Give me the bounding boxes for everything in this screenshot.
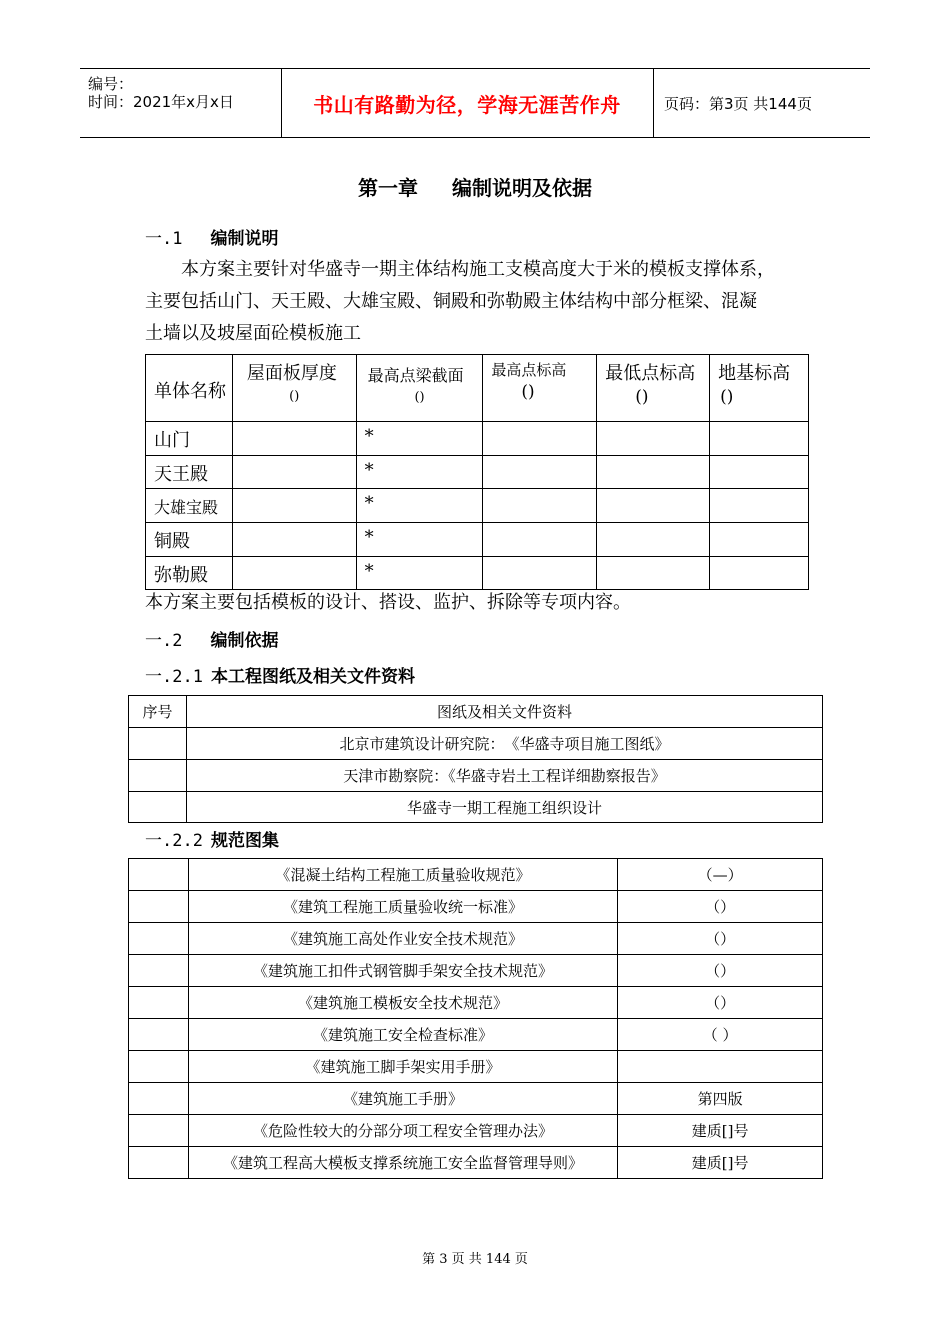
table-cell — [232, 422, 356, 456]
page-footer: 第 3 页 共 144 页 — [422, 1252, 528, 1267]
standard-title: 《建筑工程高大模板支撑系统施工安全监督管理导则》 — [188, 1147, 617, 1179]
standard-code: （—） — [618, 859, 823, 891]
intro-paragraph — [145, 254, 825, 350]
standard-title: 《建筑施工手册》 — [188, 1083, 617, 1115]
table-cell — [129, 923, 189, 955]
table-cell — [129, 891, 189, 923]
table-cell — [129, 1051, 189, 1083]
table-row — [129, 1051, 823, 1083]
table-cell: * — [356, 557, 483, 590]
table-cell: * — [356, 456, 483, 489]
table-cell: 北京市建筑设计研究院： 《华盛寺项目施工图纸》 — [186, 728, 822, 760]
chapter-title — [0, 172, 950, 201]
table-cell — [232, 557, 356, 590]
paragraph-line: 本方案主要针对华盛寺一期主体结构施工支模高度大于米的模板支撑体系， — [145, 259, 775, 280]
section-number: 一.1 — [145, 229, 183, 249]
table-row — [129, 760, 823, 792]
table-row — [129, 1019, 823, 1051]
section-title: 编制说明 — [210, 229, 279, 249]
table-cell — [483, 557, 597, 590]
table-cell: 华盛寺一期工程施工组织设计 — [186, 792, 822, 823]
doc-number-label: 编号： — [88, 75, 134, 93]
table-header-row — [146, 355, 809, 422]
table-cell: 山门 — [146, 422, 233, 456]
header-cell: 图纸及相关文件资料 — [186, 696, 822, 728]
table-cell — [129, 1083, 189, 1115]
table-cell — [710, 422, 809, 456]
section-number: 一.2 — [145, 631, 183, 651]
table-row — [146, 523, 809, 557]
drawings-table — [128, 695, 823, 823]
standard-code: （） — [618, 955, 823, 987]
header-cell: 序号 — [129, 696, 187, 728]
standard-code: （） — [618, 923, 823, 955]
standard-code: 建质[]号 — [618, 1147, 823, 1179]
subsection-heading — [145, 662, 415, 687]
standard-code — [618, 1051, 823, 1083]
table-row — [129, 955, 823, 987]
table-cell — [597, 557, 710, 590]
section-heading — [145, 224, 278, 249]
table-cell — [483, 489, 597, 523]
standard-code: 建质[]号 — [618, 1115, 823, 1147]
table-cell — [129, 1115, 189, 1147]
table-cell — [129, 792, 187, 823]
scope-note: 本方案主要包括模板的设计、搭设、监护、拆除等专项内容。 — [145, 592, 631, 613]
page-header — [80, 68, 870, 138]
table-cell — [129, 1147, 189, 1179]
table-row — [146, 456, 809, 489]
header-page-cell — [654, 69, 870, 137]
table-cell — [129, 728, 187, 760]
table-cell — [232, 489, 356, 523]
paragraph-line: 主要包括山门、天王殿、大雄宝殿、铜殿和弥勒殿主体结构中部分框梁、混凝 — [145, 291, 757, 312]
standard-title: 《建筑施工脚手架实用手册》 — [188, 1051, 617, 1083]
table-cell — [597, 456, 710, 489]
header-cell: 最高点梁截面 () — [356, 355, 483, 422]
table-row — [129, 1147, 823, 1179]
subsection-title: 本工程图纸及相关文件资料 — [210, 667, 415, 687]
standard-code: 第四版 — [618, 1083, 823, 1115]
header-cell: 屋面板厚度 () — [232, 355, 356, 422]
paragraph-line: 土墙以及坡屋面砼模板施工 — [145, 323, 361, 344]
standard-title: 《建筑施工高处作业安全技术规范》 — [188, 923, 617, 955]
table-cell — [710, 557, 809, 590]
table-cell — [483, 456, 597, 489]
subsection-title: 规范图集 — [210, 831, 279, 851]
standard-title: 《建筑工程施工质量验收统一标准》 — [188, 891, 617, 923]
table-row — [129, 1083, 823, 1115]
standard-code: （） — [618, 987, 823, 1019]
table-row — [146, 422, 809, 456]
table-cell — [232, 523, 356, 557]
table-cell: 天津市勘察院：《华盛寺岩土工程详细勘察报告》 — [186, 760, 822, 792]
table-cell — [597, 489, 710, 523]
table-row — [129, 859, 823, 891]
table-cell — [597, 422, 710, 456]
table-cell: 大雄宝殿 — [146, 489, 233, 523]
doc-date: 时间：2021年x月x日 — [88, 93, 234, 111]
table-cell — [129, 1019, 189, 1051]
table-cell — [710, 523, 809, 557]
header-page-info: 页码：第3页 共144页 — [664, 94, 812, 113]
table-cell: * — [356, 422, 483, 456]
subsection-heading — [145, 826, 279, 851]
header-cell: 单体名称 — [146, 355, 233, 422]
header-motto: 书山有路勤为径，学海无涯苦作舟 — [313, 92, 621, 117]
section-heading — [145, 626, 278, 651]
header-cell: 最低点标高 () — [597, 355, 710, 422]
table-row — [129, 891, 823, 923]
table-cell — [129, 987, 189, 1019]
table-cell: * — [356, 523, 483, 557]
section-title: 编制依据 — [210, 631, 279, 651]
standard-code: （） — [618, 891, 823, 923]
table-cell — [129, 955, 189, 987]
standard-title: 《建筑施工安全检查标准》 — [188, 1019, 617, 1051]
standard-title: 《建筑施工扣件式钢管脚手架安全技术规范》 — [188, 955, 617, 987]
standard-title: 《建筑施工模板安全技术规范》 — [188, 987, 617, 1019]
table-cell — [129, 760, 187, 792]
table-cell — [129, 859, 189, 891]
standards-table — [128, 858, 823, 1179]
table-cell — [710, 489, 809, 523]
table-cell: 天王殿 — [146, 456, 233, 489]
table-cell: 弥勒殿 — [146, 557, 233, 590]
table-cell — [483, 422, 597, 456]
standard-title: 《危险性较大的分部分项工程安全管理办法》 — [188, 1115, 617, 1147]
subsection-number: 一.2.2 — [145, 831, 203, 851]
table-cell: * — [356, 489, 483, 523]
table-row — [146, 557, 809, 590]
table-row — [146, 489, 809, 523]
table-row — [129, 1115, 823, 1147]
table-cell: 铜殿 — [146, 523, 233, 557]
chapter-number: 第一章 — [358, 176, 418, 200]
header-meta-cell — [80, 69, 282, 137]
table-row — [129, 728, 823, 760]
header-cell: 地基标高 () — [710, 355, 809, 422]
table-row — [129, 923, 823, 955]
table-cell — [597, 523, 710, 557]
building-table — [145, 354, 809, 590]
standard-title: 《混凝土结构工程施工质量验收规范》 — [188, 859, 617, 891]
standard-code: （ ） — [618, 1019, 823, 1051]
table-header-row — [129, 696, 823, 728]
table-row — [129, 792, 823, 823]
table-row — [129, 987, 823, 1019]
header-motto-cell — [281, 69, 654, 137]
table-cell — [483, 523, 597, 557]
subsection-number: 一.2.1 — [145, 667, 203, 687]
table-cell — [232, 456, 356, 489]
chapter-name: 编制说明及依据 — [452, 176, 592, 200]
table-cell — [710, 456, 809, 489]
header-cell: 最高点标高 () — [483, 355, 597, 422]
